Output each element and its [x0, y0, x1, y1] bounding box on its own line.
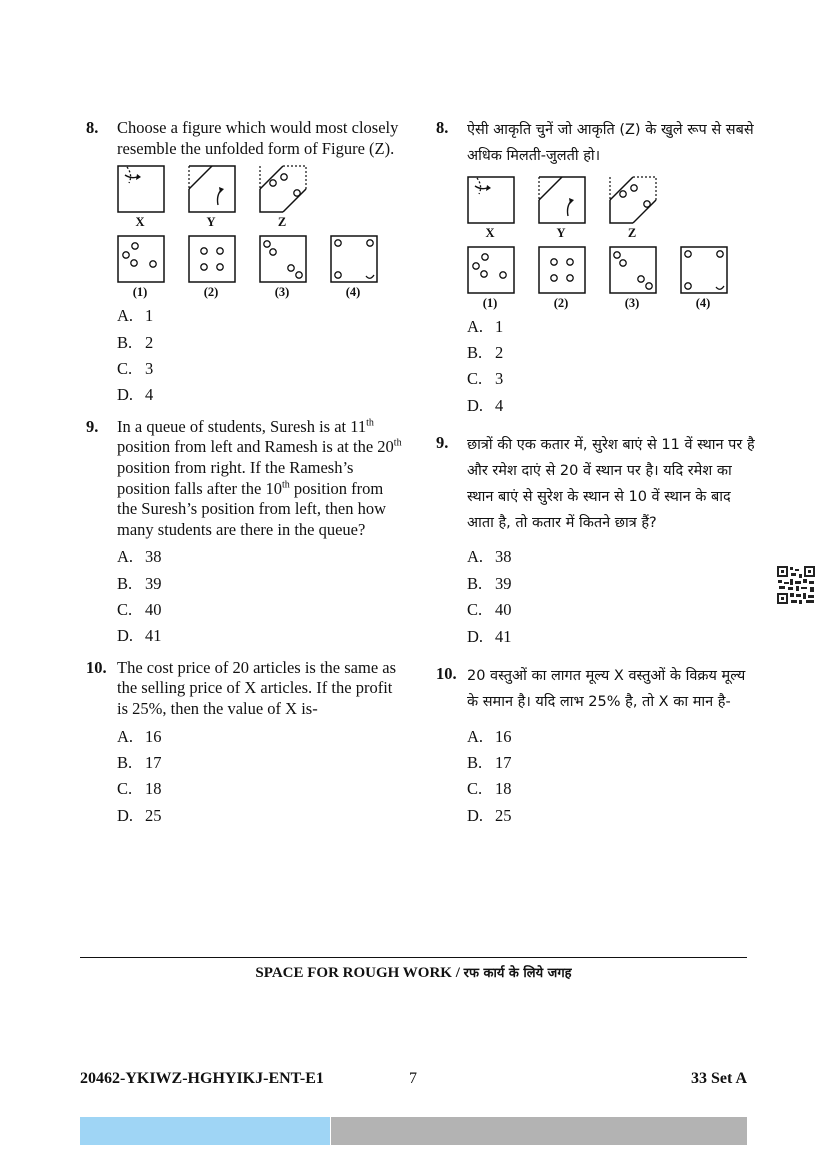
option-c[interactable]: C. 40 [117, 600, 162, 620]
option-a[interactable]: A. 16 [117, 726, 162, 746]
figure-y-drawing [188, 165, 236, 213]
figure-y-drawing [538, 176, 586, 224]
paper-code: 20462-YKIWZ-HGHYIKJ-ENT-E1 [80, 1070, 324, 1087]
page-number: 7 [409, 1070, 417, 1087]
question-number: 10. [86, 657, 107, 677]
figure-label: Z [627, 225, 637, 240]
question-number: 9. [436, 433, 449, 453]
question-10-en [86, 658, 406, 829]
figure-label: Y [206, 215, 216, 230]
answer-figure-2-drawing [188, 235, 236, 283]
rough-work-heading: SPACE FOR ROUGH WORK / रफ कार्य के लिये जगह [255, 965, 572, 981]
option-c[interactable]: C. 40 [467, 600, 512, 620]
option-list [467, 314, 756, 420]
question-8-hi [436, 118, 756, 419]
question-text: ऐसी आकृति चुनें जो आकृति (Z) के खुले रूप से सबसे अधिक मिलती-जुलती हो। [467, 122, 754, 164]
answer-label: (2) [553, 295, 569, 310]
answer-figure-3 [259, 235, 330, 299]
answer-label: (3) [274, 285, 290, 300]
figure-label: X [485, 225, 495, 240]
answer-figures [117, 235, 406, 299]
option-a[interactable]: A. 1 [117, 306, 154, 326]
answer-figure-1-drawing [467, 246, 515, 294]
figure-z [259, 165, 330, 229]
question-8-en [86, 118, 406, 409]
english-column [86, 118, 406, 829]
answer-figure-4-drawing [330, 235, 378, 283]
option-list [117, 303, 406, 409]
answer-figure-1-drawing [117, 235, 165, 283]
answer-figure-3 [609, 246, 680, 310]
question-9-en [86, 417, 406, 650]
question-9-hi [436, 433, 756, 650]
option-list [117, 724, 406, 830]
footer-bar-left [80, 1117, 330, 1145]
answer-figure-4-drawing [680, 246, 728, 294]
answer-label: (3) [624, 295, 640, 310]
option-b[interactable]: B. 17 [467, 752, 512, 772]
answer-label: (2) [203, 285, 219, 300]
answer-label: (1) [132, 285, 148, 300]
answer-label: (4) [345, 285, 361, 300]
question-10-hi [436, 664, 756, 829]
answer-figure-2-drawing [538, 246, 586, 294]
answer-figure-4 [330, 235, 401, 299]
figure-set [117, 165, 406, 299]
answer-figures [467, 246, 756, 310]
option-list [467, 724, 756, 830]
divider [80, 957, 747, 958]
option-d[interactable]: D. 41 [117, 626, 162, 646]
option-list [117, 544, 406, 650]
option-b[interactable]: B. 2 [467, 342, 504, 362]
hindi-column [436, 118, 756, 829]
figure-x-drawing [467, 176, 515, 224]
option-d[interactable]: D. 4 [117, 385, 154, 405]
question-figures [117, 165, 406, 229]
figure-y [538, 176, 609, 240]
set-label: 33 Set A [691, 1070, 747, 1087]
figure-x [467, 176, 538, 240]
answer-label: (4) [695, 295, 711, 310]
option-b[interactable]: B. 2 [117, 332, 154, 352]
answer-label: (1) [482, 295, 498, 310]
option-b[interactable]: B. 39 [117, 573, 162, 593]
figure-x [117, 165, 188, 229]
footer-bar-right [331, 1117, 747, 1145]
figure-label: X [135, 215, 145, 230]
option-c[interactable]: C. 18 [117, 779, 162, 799]
answer-figure-1 [467, 246, 538, 310]
question-text: छात्रों की एक कतार में, सुरेश बाएं से 11 वें स्थान पर है और रमेश दाएं से 20 वें स्थान पर है। यदि रमेश का स्थान बाएं से सुरेश के स्थान से 10 वें स्थान के बाद आता है, तो कतार में कितने छात्र हैं? [467, 437, 755, 531]
figure-set [467, 176, 756, 310]
figure-y [188, 165, 259, 229]
option-d[interactable]: D. 25 [467, 805, 512, 825]
figure-label: Y [556, 225, 566, 240]
option-b[interactable]: B. 17 [117, 753, 162, 773]
option-a[interactable]: A. 38 [117, 547, 162, 567]
answer-figure-1 [117, 235, 188, 299]
option-c[interactable]: C. 18 [467, 779, 512, 799]
option-list [467, 544, 756, 650]
option-a[interactable]: A. 38 [467, 547, 512, 567]
answer-figure-2 [188, 235, 259, 299]
figure-z-drawing [609, 176, 657, 224]
question-number: 10. [436, 663, 457, 683]
option-d[interactable]: D. 4 [467, 395, 504, 415]
qr-code-icon [776, 565, 816, 605]
figure-label: Z [277, 215, 287, 230]
option-a[interactable]: A. 16 [467, 726, 512, 746]
option-a[interactable]: A. 1 [467, 316, 504, 336]
question-number: 8. [86, 118, 99, 137]
answer-figure-2 [538, 246, 609, 310]
question-number: 8. [436, 118, 449, 137]
figure-x-drawing [117, 165, 165, 213]
answer-figure-3-drawing [609, 246, 657, 294]
figure-z [609, 176, 680, 240]
question-text: Choose a figure which would most closely resemble the unfolded form of Figure (Z). [117, 118, 399, 158]
option-c[interactable]: C. 3 [117, 358, 154, 378]
question-number: 9. [86, 416, 99, 436]
answer-figure-3-drawing [259, 235, 307, 283]
option-b[interactable]: B. 39 [467, 573, 512, 593]
figure-z-drawing [259, 165, 307, 213]
option-d[interactable]: D. 25 [117, 805, 162, 825]
question-text: In a queue of students, Suresh is at 11th position from left and Ramesh is at the 20th position from right. If the Ramesh’s position falls after the 10th position from the Suresh’s position from left, then how many students are there in the queue? [117, 416, 402, 539]
question-text: The cost price of 20 articles is the same as the selling price of X articles. If the profit is 25%, then the value of X is- [117, 657, 397, 719]
option-c[interactable]: C. 3 [467, 369, 504, 389]
answer-figure-4 [680, 246, 751, 310]
question-text: 20 वस्तुओं का लागत मूल्य X वस्तुओं के विक्रय मूल्य के समान है। यदि लाभ 25% है, तो X का मान है- [467, 667, 746, 710]
option-d[interactable]: D. 41 [467, 626, 512, 646]
question-figures [467, 176, 756, 240]
